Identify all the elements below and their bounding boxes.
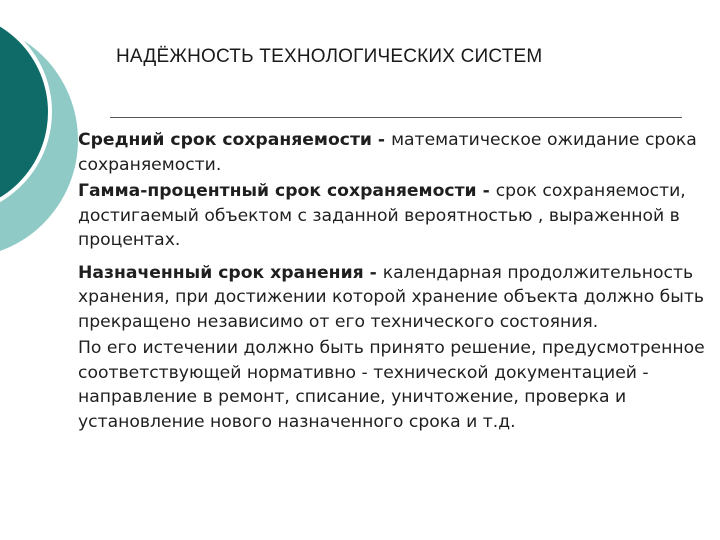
slide-body: [78, 128, 708, 434]
paragraph-text: По его истечении должно быть принято решение, предусмотренное соответствующей нормативно - технической документацией - направление в ремонт, списание, уничтожение, проверка и установление нового назначенного срока и т.д.: [78, 338, 705, 432]
definition-text: срок сохраняемости, достигаемый объектом с заданной вероятностью , выраженной в процентах.: [78, 181, 686, 250]
definition-mean-storage-life: [78, 128, 708, 177]
term-mean-storage-life: Средний срок сохраняемости -: [78, 130, 392, 150]
definition-text: календарная продолжительность хранения, при достижении которой хранение объекта должно быть прекращено независимо от его технического состояния.: [78, 262, 704, 332]
term-assigned-storage-period: Назначенный срок хранения -: [78, 262, 383, 283]
term-gamma-percent-storage-life: Гамма-процентный срок сохраняемости -: [78, 181, 496, 201]
definition-gamma-percent-storage-life: [78, 179, 708, 253]
definition-text: математическое ожидание срока сохраняемости.: [78, 130, 697, 175]
definition-assigned-storage-period: [78, 261, 708, 335]
title-divider: [110, 117, 682, 118]
slide-title: НАДЁЖНОСТЬ ТЕХНОЛОГИЧЕСКИХ СИСТЕМ: [116, 46, 543, 67]
expiry-decision-paragraph: [78, 336, 708, 434]
